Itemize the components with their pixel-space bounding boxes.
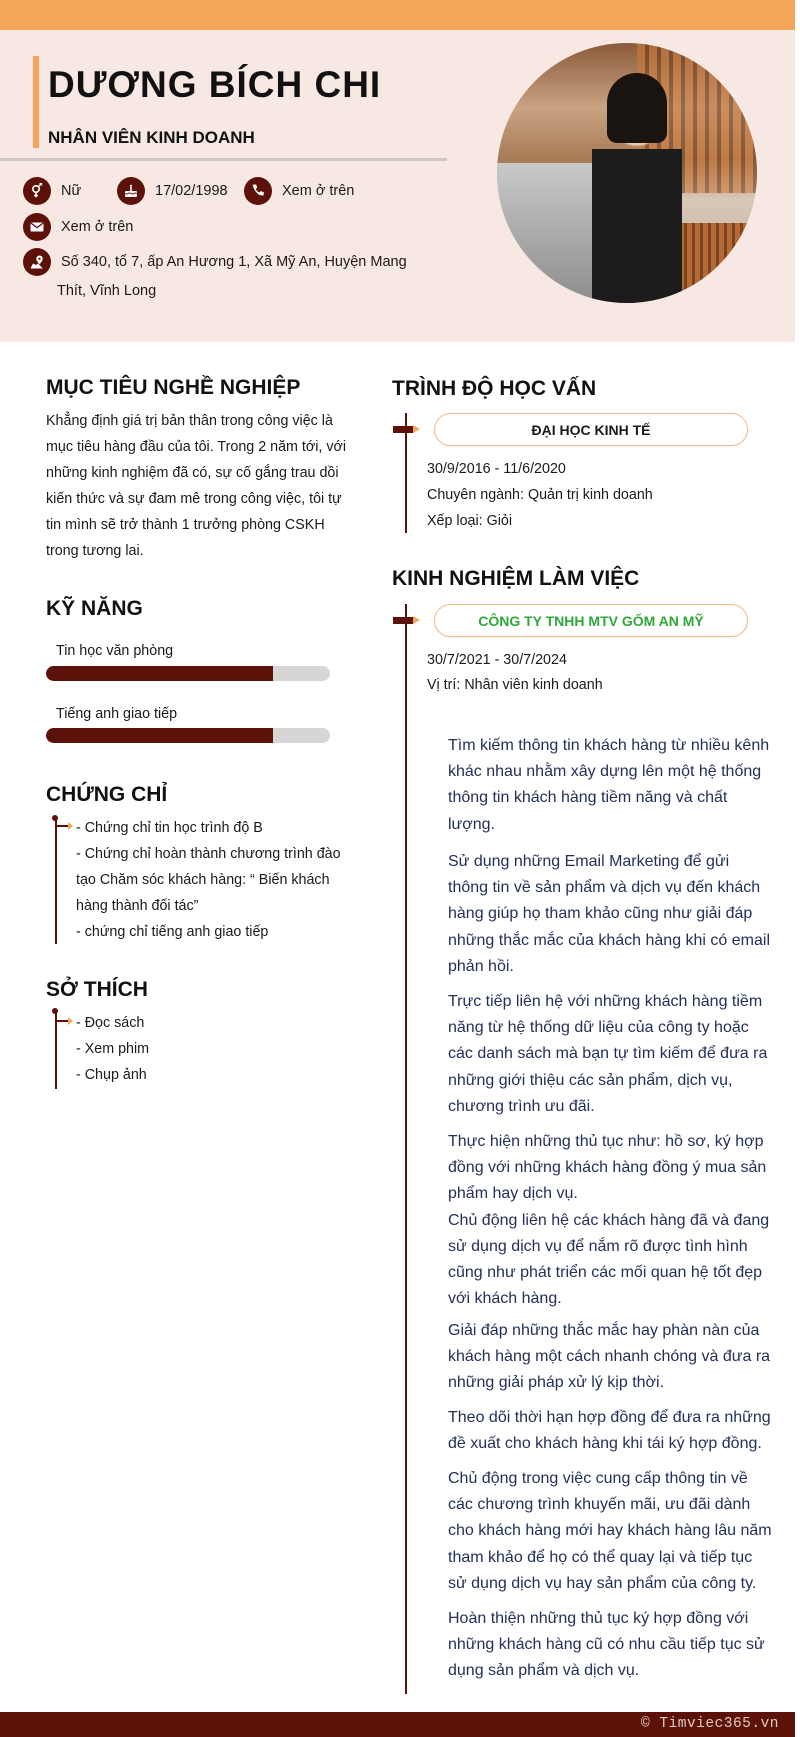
- footer-watermark: © Timviec365.vn: [640, 1716, 779, 1732]
- timeline-marker: [393, 617, 413, 624]
- gender-value: Nữ: [61, 183, 82, 199]
- experience-duty: Thực hiện những thủ tục như: hồ sơ, ký hợp đồng với những khách hàng đồng ý mua sản phẩm hay dịch vụ. Chủ động liên hệ các khách hàng đã và đang sử dụng dịch vụ để nắm rõ được tình hình cũng như phát triển các mối quan hệ tốt đẹp với khách hàng.: [448, 1133, 770, 1308]
- experience-title: KINH NGHIỆM LÀM VIỆC: [392, 567, 640, 590]
- candidate-name: DƯƠNG BÍCH CHI: [48, 64, 382, 105]
- birthday-value: 17/02/1998: [155, 183, 228, 199]
- timeline-dot: [52, 1008, 58, 1014]
- timeline-marker: [56, 1020, 68, 1022]
- experience-duty: Theo dõi thời hạn hợp đồng để đưa ra những đề xuất cho khách hàng khi tái ký hợp đồng.: [448, 1409, 771, 1453]
- contact-email: [23, 213, 133, 241]
- certificates-title: CHỨNG CHỈ: [46, 783, 168, 806]
- cake-icon: [117, 177, 145, 205]
- experience-position: Vị trí: Nhân viên kinh doanh: [427, 677, 603, 693]
- skills-title: KỸ NĂNG: [46, 597, 143, 620]
- certificates-list: - Chứng chỉ tin học trình độ B - Chứng chỉ hoàn thành chương trình đào tạo Chăm sóc khách hàng: “ Biến khách hàng thành đối tác” - chứng chỉ tiếng anh giao tiếp: [76, 820, 341, 940]
- experience-duty: Giải đáp những thắc mắc hay phàn nàn của khách hàng một cách nhanh chóng và đưa ra những giải pháp xử lý kịp thời.: [448, 1322, 771, 1392]
- contact-phone: [244, 177, 354, 205]
- skill-label: Tiếng anh giao tiếp: [56, 706, 178, 722]
- email-value: Xem ở trên: [61, 219, 134, 235]
- skill-fill: [46, 666, 273, 681]
- name-accent-bar: [33, 56, 39, 148]
- contact-address: [23, 248, 407, 276]
- address-line-2: Thít, Vĩnh Long: [57, 283, 157, 299]
- timeline-marker: [56, 825, 68, 827]
- skill-bar: [46, 728, 330, 743]
- footer-bar: [0, 1712, 795, 1737]
- education-title: TRÌNH ĐỘ HỌC VẤN: [392, 377, 597, 400]
- education-grade: Xếp loại: Giỏi: [427, 513, 513, 529]
- experience-duty: Sử dụng những Email Marketing để gửi thông tin về sản phẩm và dịch vụ đến khách hàng giúp họ tham khảo cũng như giải đáp những thắc mắc của khách hàng khi có email phản hồi.: [448, 853, 771, 975]
- skill-label: Tin học văn phòng: [56, 643, 174, 659]
- phone-icon: [244, 177, 272, 205]
- skill-bar: [46, 666, 330, 681]
- company-name: CÔNG TY TNHH MTV GỐM AN MỸ: [434, 604, 748, 637]
- education-period: 30/9/2016 - 11/6/2020: [427, 461, 566, 477]
- experience-duty: Tìm kiếm thông tin khách hàng từ nhiều kênh khác nhau nhằm xây dựng lên một hệ thống thông tin khách hàng tiềm năng và chất lượng.: [448, 737, 770, 833]
- school-name: ĐẠI HỌC KINH TẾ: [434, 413, 748, 446]
- skill-fill: [46, 728, 273, 743]
- contact-gender: [23, 177, 81, 205]
- phone-value: Xem ở trên: [282, 183, 355, 199]
- top-accent-bar: [0, 0, 800, 30]
- envelope-icon: [23, 213, 51, 241]
- education-major: Chuyên ngành: Quản trị kinh doanh: [427, 487, 653, 503]
- objective-text: Khẳng định giá trị bản thân trong công việc là mục tiêu hàng đầu của tôi. Trong 2 năm tới, với những kinh nghiệm đã có, sự cố gắng trau dồi kiến thức và sự đam mê trong công việc, tôi tự tin mình sẽ trở thành 1 trưởng phòng CSKH trong tương lai.: [46, 413, 347, 559]
- gender-icon: [23, 177, 51, 205]
- experience-timeline: [405, 604, 407, 1694]
- address-line-1: Số 340, tổ 7, ấp An Hương 1, Xã Mỹ An, Huyện Mang: [61, 254, 407, 270]
- timeline-marker: [393, 426, 413, 433]
- profile-photo: [497, 43, 757, 303]
- experience-period: 30/7/2021 - 30/7/2024: [427, 652, 567, 668]
- hobbies-timeline: [55, 1011, 57, 1089]
- job-title: NHÂN VIÊN KINH DOANH: [48, 128, 255, 147]
- timeline-dot: [52, 815, 58, 821]
- map-pin-icon: [23, 248, 51, 276]
- certificates-timeline: [55, 818, 57, 944]
- experience-duty: Chủ động trong việc cung cấp thông tin về các chương trình khuyến mãi, ưu đãi dành cho khách hàng mới hay khách hàng lâu năm tham khảo để họ có thể quay lại và tiếp tục sử dụng dịch vụ hay sản phẩm của công ty.: [448, 1470, 772, 1592]
- objective-title: MỤC TIÊU NGHỀ NGHIỆP: [46, 376, 301, 399]
- hobbies-title: SỞ THÍCH: [46, 978, 148, 1001]
- experience-duty: Trực tiếp liên hệ với những khách hàng tiềm năng từ hệ thống dữ liệu của công ty hoặc các danh sách mà bạn tự tìm kiếm để đưa ra những giới thiệu các sản phẩm, dịch vụ, chương trình ưu đãi.: [448, 993, 768, 1115]
- hobbies-list: - Đọc sách - Xem phim - Chụp ảnh: [76, 1015, 150, 1083]
- experience-duty: Hoàn thiện những thủ tục ký hợp đồng với những khách hàng cũ có nhu cầu tiếp tục sử dụng sản phẩm và dịch vụ.: [448, 1610, 765, 1680]
- contact-birthday: [117, 177, 228, 205]
- header-divider: [0, 158, 447, 161]
